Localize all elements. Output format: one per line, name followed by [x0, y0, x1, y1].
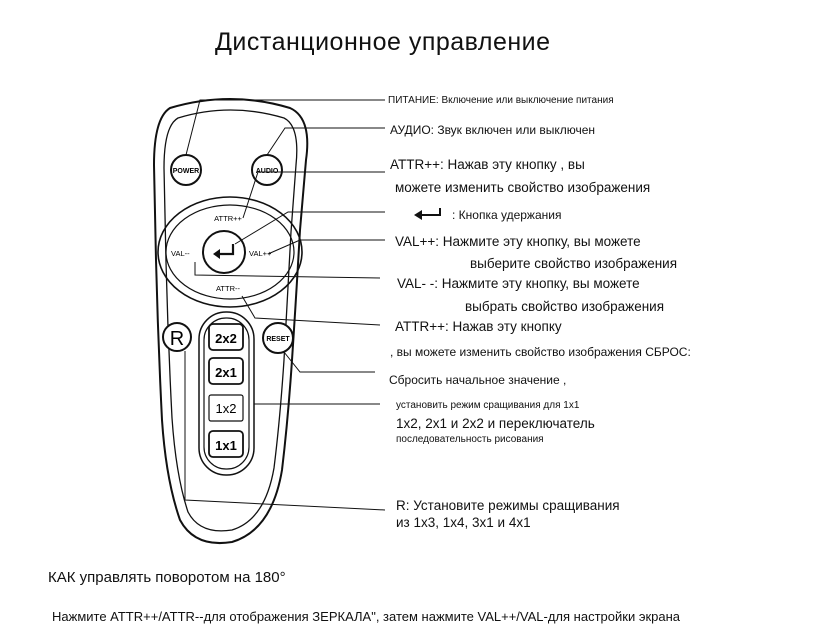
- split-2x1-label: 2x1: [215, 365, 237, 380]
- r-button-label: R: [169, 328, 185, 350]
- label-audio: АУДИО: Звук включен или выключен: [390, 123, 596, 137]
- label-attr-minus-line2: , вы можете изменить свойство изображения СБРОС:: [390, 345, 691, 359]
- split-2x2-label: 2x2: [215, 331, 237, 346]
- label-power: ПИТАНИЕ: Включение или выключение питания: [388, 95, 614, 106]
- split-1x1-label: 1x1: [215, 438, 237, 453]
- label-hold: : Кнопка удержания: [452, 208, 562, 222]
- attr-minus-button[interactable]: ATTR--: [215, 284, 241, 293]
- label-val-minus-line2: выбрать свойство изображения: [465, 299, 665, 314]
- attr-plus-button[interactable]: ATTR++: [214, 214, 242, 223]
- label-r-line1: R: Установите режимы сращивания: [396, 498, 620, 513]
- label-val-plus-line1: VAL++: Нажмите эту кнопку, вы можете: [395, 234, 641, 249]
- footer-instruction: Нажмите ATTR++/ATTR--для отображения ЗЕРКАЛА", затем нажмите VAL++/VAL-для настройки экрана: [52, 609, 681, 624]
- val-minus-button[interactable]: VAL--: [171, 249, 190, 258]
- enter-arrow-icon: [410, 206, 446, 220]
- enter-button[interactable]: [203, 231, 245, 273]
- label-split-line3: последовательность рисования: [396, 434, 544, 445]
- power-button-label: POWER: [172, 168, 200, 175]
- label-reset: Сбросить начальное значение ,: [389, 373, 567, 387]
- val-plus-button[interactable]: VAL++: [249, 249, 272, 258]
- label-val-plus-line2: выберите свойство изображения: [470, 256, 678, 271]
- footer-heading: КАК управлять поворотом на 180°: [48, 569, 286, 586]
- label-split-line2: 1x2, 2x1 и 2x2 и переключатель: [396, 416, 595, 431]
- reset-button-label: RESET: [266, 336, 290, 343]
- audio-button-label: AUDIO: [255, 168, 279, 175]
- split-1x2-label: 1x2: [215, 401, 237, 416]
- label-r-line2: из 1x3, 1x4, 3x1 и 4x1: [396, 515, 531, 530]
- label-attr-minus-line1: ATTR++: Нажав эту кнопку: [395, 319, 562, 334]
- label-attr-plus-line2: можете изменить свойство изображения: [395, 180, 651, 195]
- label-split-line1: установить режим сращивания для 1x1: [396, 400, 580, 411]
- label-val-minus-line1: VAL- -: Нажмите эту кнопку, вы можете: [397, 276, 640, 291]
- page-title: Дистанционное управление: [215, 28, 551, 56]
- label-attr-plus-line1: ATTR++: Нажав эту кнопку , вы: [390, 157, 585, 172]
